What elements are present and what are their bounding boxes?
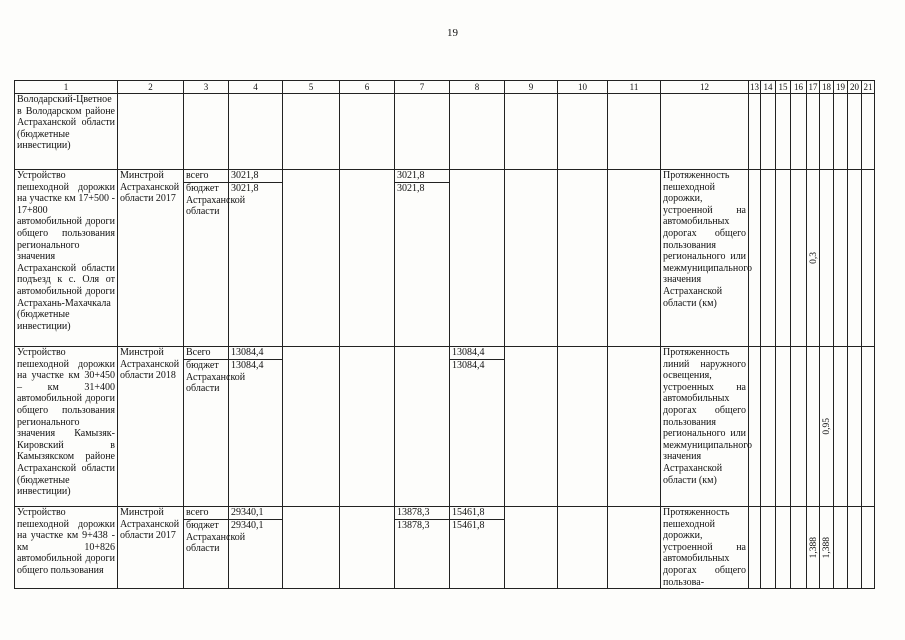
col-header-3: 3: [184, 81, 229, 94]
row-indicator: Протяженность линий наружного освещения, устроенных на автомобильных дорогах общего пользования регионального или межмуниципального значения Астраханской области (км): [661, 347, 749, 507]
row-description: Володарский-Цветное в Володарском районе Астраханской области (бюджетные инвестиции): [15, 94, 118, 170]
indicator-value-col17: [807, 170, 820, 347]
page-number: 19: [447, 27, 458, 39]
col-header-1: 1: [15, 81, 118, 94]
source-total-label: Всего: [186, 347, 211, 358]
indicator-value-col18: [820, 507, 834, 589]
row-year-2017: [395, 347, 450, 507]
row-year-2018: [450, 170, 505, 347]
year-2017-budget: 3021,8: [395, 182, 449, 195]
year-2017-total: 3021,8: [397, 170, 425, 181]
row-executor: [118, 94, 184, 170]
source-total-label: всего: [186, 170, 209, 181]
row-executor: Минстрой Астраханской области 2017: [118, 507, 184, 589]
budget-value: 29340,1: [229, 519, 282, 532]
year-2018-budget: 15461,8: [450, 519, 504, 532]
indicator-value: 0,3: [809, 252, 819, 264]
year-2018-total: 15461,8: [452, 507, 485, 518]
col-header-19: 19: [834, 81, 848, 94]
col-header-16: 16: [791, 81, 807, 94]
col-header-18: 18: [820, 81, 834, 94]
row-total: [229, 347, 283, 507]
row-source: [184, 94, 229, 170]
indicator-value: 1,388: [809, 536, 819, 559]
table-row: [15, 507, 875, 589]
col-header-15: 15: [776, 81, 791, 94]
row-total: [229, 94, 283, 170]
col-header-8: 8: [450, 81, 505, 94]
col-header-2: 2: [118, 81, 184, 94]
row-year-2017: [395, 94, 450, 170]
col-header-5: 5: [283, 81, 340, 94]
col-header-12: 12: [661, 81, 749, 94]
row-year-2018: [450, 507, 505, 589]
col-header-10: 10: [558, 81, 608, 94]
source-budget-label: бюджет Астраханской области: [186, 183, 246, 218]
table-row: [15, 170, 875, 347]
indicator-value-col18: [820, 347, 834, 507]
row-indicator: Протяженность пешеходной дорожки, устроенной на автомобильных дорогах общего пользова-: [661, 507, 749, 589]
row-executor: Минстрой Астраханской области 2018: [118, 347, 184, 507]
col-header-9: 9: [505, 81, 558, 94]
program-table: [14, 80, 875, 589]
col-header-4: 4: [229, 81, 283, 94]
row-total: [229, 507, 283, 589]
row-indicator: Протяженность пешеходной дорожки, устроенной на автомобильных дорогах общего пользования регионального или межмуниципального значения Астраханской области (км): [661, 170, 749, 347]
indicator-value-col17: [807, 507, 820, 589]
row-year-2017: [395, 507, 450, 589]
source-budget-label: бюджет Астраханской области: [186, 360, 246, 395]
col-header-20: 20: [848, 81, 862, 94]
year-2017-total: 13878,3: [397, 507, 430, 518]
row-source: [184, 507, 246, 589]
total-value: 3021,8: [231, 170, 259, 181]
col-header-13: 13: [750, 82, 759, 92]
row-year-2018: [450, 94, 505, 170]
source-budget-label: бюджет Астраханской области: [186, 520, 246, 555]
row-year-2017: [395, 170, 450, 347]
budget-value: 3021,8: [229, 182, 282, 195]
row-description: Устройство пешеходной дорожки на участке км 30+450 – км 31+400 автомобильной дороги общего пользования регионального значения Камызяк-Кировский в Камызякском районе Астраханской области (бюджетные инвестиции): [15, 347, 118, 507]
row-executor: Минстрой Астраханской области 2017: [118, 170, 184, 347]
year-2017-budget: 13878,3: [395, 519, 449, 532]
row-year-2018: [450, 347, 505, 507]
table-row: [15, 347, 875, 507]
col-header-6: 6: [340, 81, 395, 94]
col-header-7: 7: [395, 81, 450, 94]
total-value: 29340,1: [231, 507, 264, 518]
col-header-14: 14: [761, 81, 776, 94]
year-2018-total: 13084,4: [452, 347, 485, 358]
col-header-17: 17: [808, 82, 818, 92]
row-description: Устройство пешеходной дорожки на участке км 9+438 - км 10+826 автомобильной дороги общего пользования: [15, 507, 118, 589]
indicator-value: 0,95: [822, 418, 832, 435]
total-value: 13084,4: [231, 347, 264, 358]
row-description: Устройство пешеходной дорожки на участке км 17+500 - 17+800 автомобильной дороги общего пользования регионального значения Астраханской области подъезд к с. Оля от автомобильной дороги Астрахань-Махачкала (бюджетные инвестиции): [15, 170, 118, 347]
row-indicator: [661, 94, 749, 170]
col-header-21: 21: [863, 82, 873, 92]
year-2018-budget: 13084,4: [450, 359, 504, 372]
row-source: [184, 347, 246, 507]
header-row: [15, 81, 875, 94]
indicator-value: 1,388: [822, 536, 832, 559]
budget-value: 13084,4: [229, 359, 282, 372]
col-header-11: 11: [608, 81, 661, 94]
source-total-label: всего: [186, 507, 209, 518]
table-row: [15, 94, 875, 170]
